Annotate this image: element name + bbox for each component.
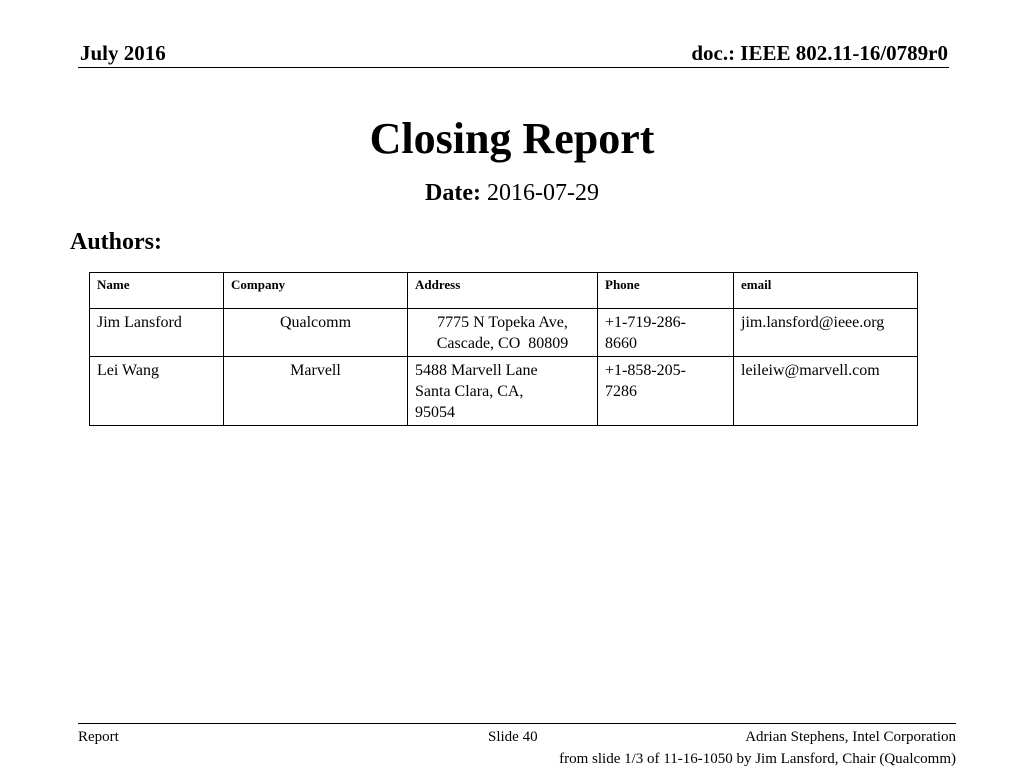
footer-divider [78,723,956,724]
footer-author: Adrian Stephens, Intel Corporation [745,729,956,745]
author-email: jim.lansford@ieee.org [734,309,918,357]
author-name: Jim Lansford [90,309,224,357]
address-line: 95054 [415,404,455,421]
authors-heading: Authors: [70,229,163,255]
phone-line: +1-858-205- [605,362,687,379]
author-address [408,309,598,357]
author-phone [598,309,734,357]
author-company: Qualcomm [224,309,408,357]
slide-title: Closing Report [369,114,655,163]
author-address [408,357,598,426]
header-divider [78,67,949,68]
address-line: Cascade, CO 80809 [436,335,569,352]
footer-slide-number: Slide 40 [488,729,538,745]
column-header-phone: Phone [598,273,734,309]
column-header-name: Name [90,273,224,309]
author-email: leileiw@marvell.com [734,357,918,426]
table-row [90,357,918,426]
column-header-address: Address [408,273,598,309]
header-date: July 2016 [80,41,166,65]
author-phone [598,357,734,426]
authors-table [89,272,918,426]
phone-line: 8660 [605,335,637,352]
author-name: Lei Wang [90,357,224,426]
date-value: 2016-07-29 [486,180,599,206]
column-header-company: Company [224,273,408,309]
phone-line: +1-719-286- [605,314,687,331]
date-label: Date: [425,180,481,206]
column-header-email: email [734,273,918,309]
address-line: Santa Clara, CA, [415,383,524,400]
phone-line: 7286 [605,383,637,400]
slide-date [0,178,1024,208]
address-line: 7775 N Topeka Ave, [437,314,568,331]
footer-source-note: from slide 1/3 of 11-16-1050 by Jim Lansford, Chair (Qualcomm) [559,751,956,767]
header-doc-id: doc.: IEEE 802.11-16/0789r0 [691,41,948,65]
table-row [90,309,918,357]
author-company: Marvell [224,357,408,426]
address-line: 5488 Marvell Lane [415,362,538,379]
table-header-row [90,273,918,309]
footer-report-label: Report [78,729,119,745]
